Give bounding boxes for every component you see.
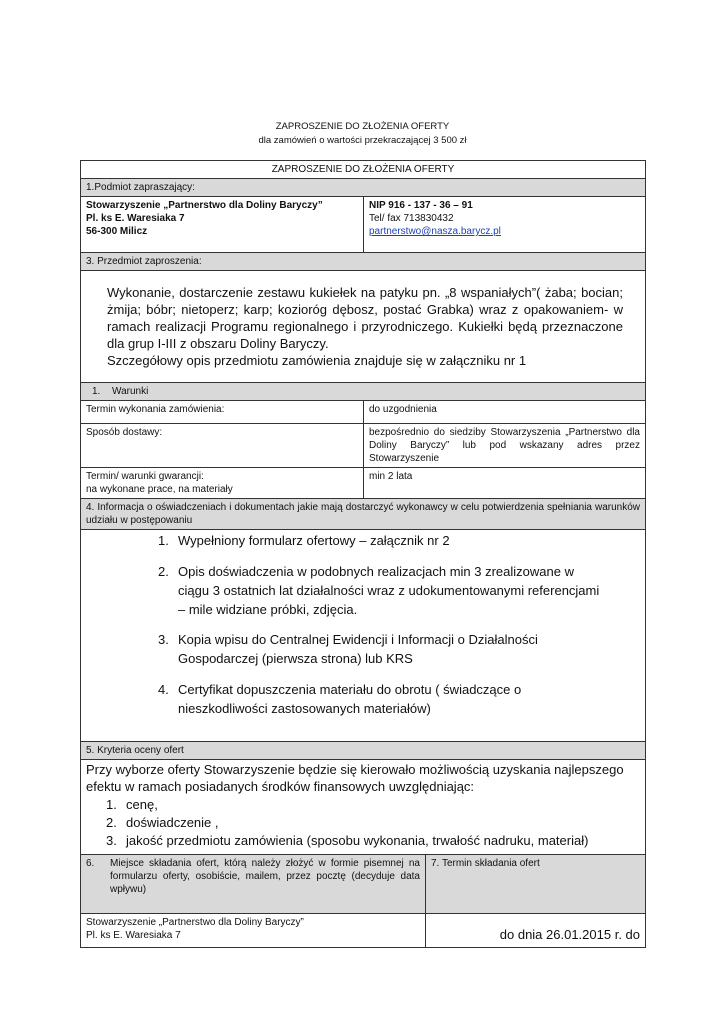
- submission-deadline: do dnia 26.01.2015 r. do: [426, 914, 646, 948]
- list-item-number: 1.: [158, 533, 169, 548]
- document-title: ZAPROSZENIE DO ZŁOŻENIA OFERTY: [275, 121, 450, 132]
- org-telfax: Tel/ fax 713830432: [369, 213, 454, 224]
- section-1-header: 1.Podmiot zapraszający:: [81, 179, 646, 197]
- list-item: [86, 631, 640, 669]
- organization-address: [81, 197, 364, 253]
- list-item-number: 4.: [158, 682, 169, 698]
- table-title: ZAPROSZENIE DO ZŁOŻENIA OFERTY: [81, 161, 646, 179]
- list-item-number: 1.: [106, 796, 117, 812]
- org-name: Stowarzyszenie „Partnerstwo dla Doliny Baryczy”: [86, 200, 323, 211]
- condition-value: min 2 lata: [364, 468, 646, 499]
- list-item: [86, 814, 640, 832]
- criteria-cell: [81, 760, 646, 855]
- condition-label: Termin wykonania zamówienia:: [81, 401, 364, 424]
- list-item-text: Wypełniony formularz ofertowy – załącznik nr 2: [178, 533, 450, 548]
- submission-org: Stowarzyszenie „Partnerstwo dla Doliny Baryczy”: [86, 917, 304, 929]
- list-item: [86, 563, 640, 620]
- section-6-label: Miejsce składania ofert, którą należy złożyć w formie pisemnej na formularzu oferty, osobiście, mailem, przez pocztę (decyduje data wpływu): [110, 858, 420, 896]
- list-item-text: Kopia wpisu do Centralnej Ewidencji i Informacji o Działalności Gospodarczej (pierwsza strona) lub KRS: [178, 632, 538, 667]
- condition-value: bezpośrednio do siedziby Stowarzyszenia „Partnerstwo dla Doliny Baryczy” lub pod wskazany adres przez Stowarzyszenie: [364, 424, 646, 468]
- documents-list: [86, 532, 640, 719]
- list-item-number: 3.: [106, 833, 117, 849]
- section-7-header: 7. Termin składania ofert: [426, 855, 646, 914]
- list-item: [86, 796, 640, 814]
- warranty-label: Termin/ warunki gwarancji:: [86, 471, 204, 482]
- submission-address: [81, 914, 426, 948]
- conditions-number: 1.: [92, 386, 101, 397]
- condition-value: do uzgodnienia: [364, 401, 646, 424]
- list-item-text: Certyfikat dopuszczenia materiału do obrotu ( świadczące o nieszkodliwości zastosowanych materiałów): [178, 682, 522, 716]
- list-item-text: jakość przedmiotu zamówienia (sposobu wykonania, trwałość nadruku, materiał): [126, 833, 589, 849]
- warranty-label-scope: na wykonane prace, na materiały: [86, 484, 233, 495]
- org-city: 56-300 Milicz: [86, 226, 148, 237]
- conditions-header: [81, 383, 646, 401]
- org-nip: NIP 916 - 137 - 36 – 91: [369, 200, 473, 211]
- list-item-number: 2.: [158, 563, 169, 579]
- section-5-header: 5. Kryteria oceny ofert: [81, 742, 646, 760]
- subject-description: Wykonanie, dostarczenie zestawu kukiełek na patyku pn. „8 wspaniałych”( żaba; bocian; żmija; bóbr; nietoperz; karp; kozioróg dębosz, postać Grabka) wraz z opakowaniem- w ramach realizacji Programu regionalnego i przyrodniczego. Kukiełki będą przeznaczone dla grup I-III z obszaru Doliny Baryczy.: [107, 285, 623, 351]
- subject-details-note: Szczegółowy opis przedmiotu zamówienia znajduje się w załączniku nr 1: [107, 352, 527, 368]
- submission-street: Pl. ks E. Waresiaka 7: [86, 930, 181, 942]
- list-item-text: cenę,: [126, 796, 158, 812]
- org-email-link[interactable]: partnerstwo@nasza.barycz.pl: [369, 226, 501, 237]
- section-3-header: 3. Przedmiot zaproszenia:: [81, 253, 646, 271]
- section-6-header: [81, 855, 426, 914]
- list-item-number: 3.: [158, 632, 169, 648]
- conditions-label: Warunki: [112, 386, 149, 397]
- list-item: [86, 681, 640, 719]
- organization-contact: [364, 197, 646, 253]
- document-subtitle: dla zamówień o wartości przekraczającej 3 500 zł: [258, 135, 467, 146]
- criteria-intro: Przy wyborze oferty Stowarzyszenie będzie się kierowało możliwością uzyskania najlepszego efektu w ramach posiadanych środków finansowych uwzględniając:: [86, 762, 624, 794]
- section-4-header: 4. Informacja o oświadczeniach i dokumentach jakie mają dostarczyć wykonawcy w celu potwierdzenia spełniania warunków udziału w postępowaniu: [81, 499, 646, 530]
- subject-description-cell: [81, 271, 646, 383]
- org-street: Pl. ks E. Waresiaka 7: [86, 213, 185, 224]
- condition-label: Sposób dostawy:: [81, 424, 364, 468]
- list-item-number: 2.: [106, 814, 117, 830]
- criteria-list: [86, 796, 640, 851]
- list-item: [86, 532, 640, 551]
- list-item-text: doświadczenie ,: [126, 814, 219, 830]
- condition-label: [81, 468, 364, 499]
- documents-list-cell: [81, 530, 646, 742]
- list-item-text: Opis doświadczenia w podobnych realizacjach min 3 zrealizowane w ciągu 3 ostatnich lat działalności wraz z udokumentowanymi referencjami – mile widziane próbki, zdjęcia.: [178, 563, 600, 617]
- list-item: [86, 832, 640, 850]
- section-6-number: 6.: [86, 858, 95, 870]
- offer-invitation-table: [80, 160, 646, 948]
